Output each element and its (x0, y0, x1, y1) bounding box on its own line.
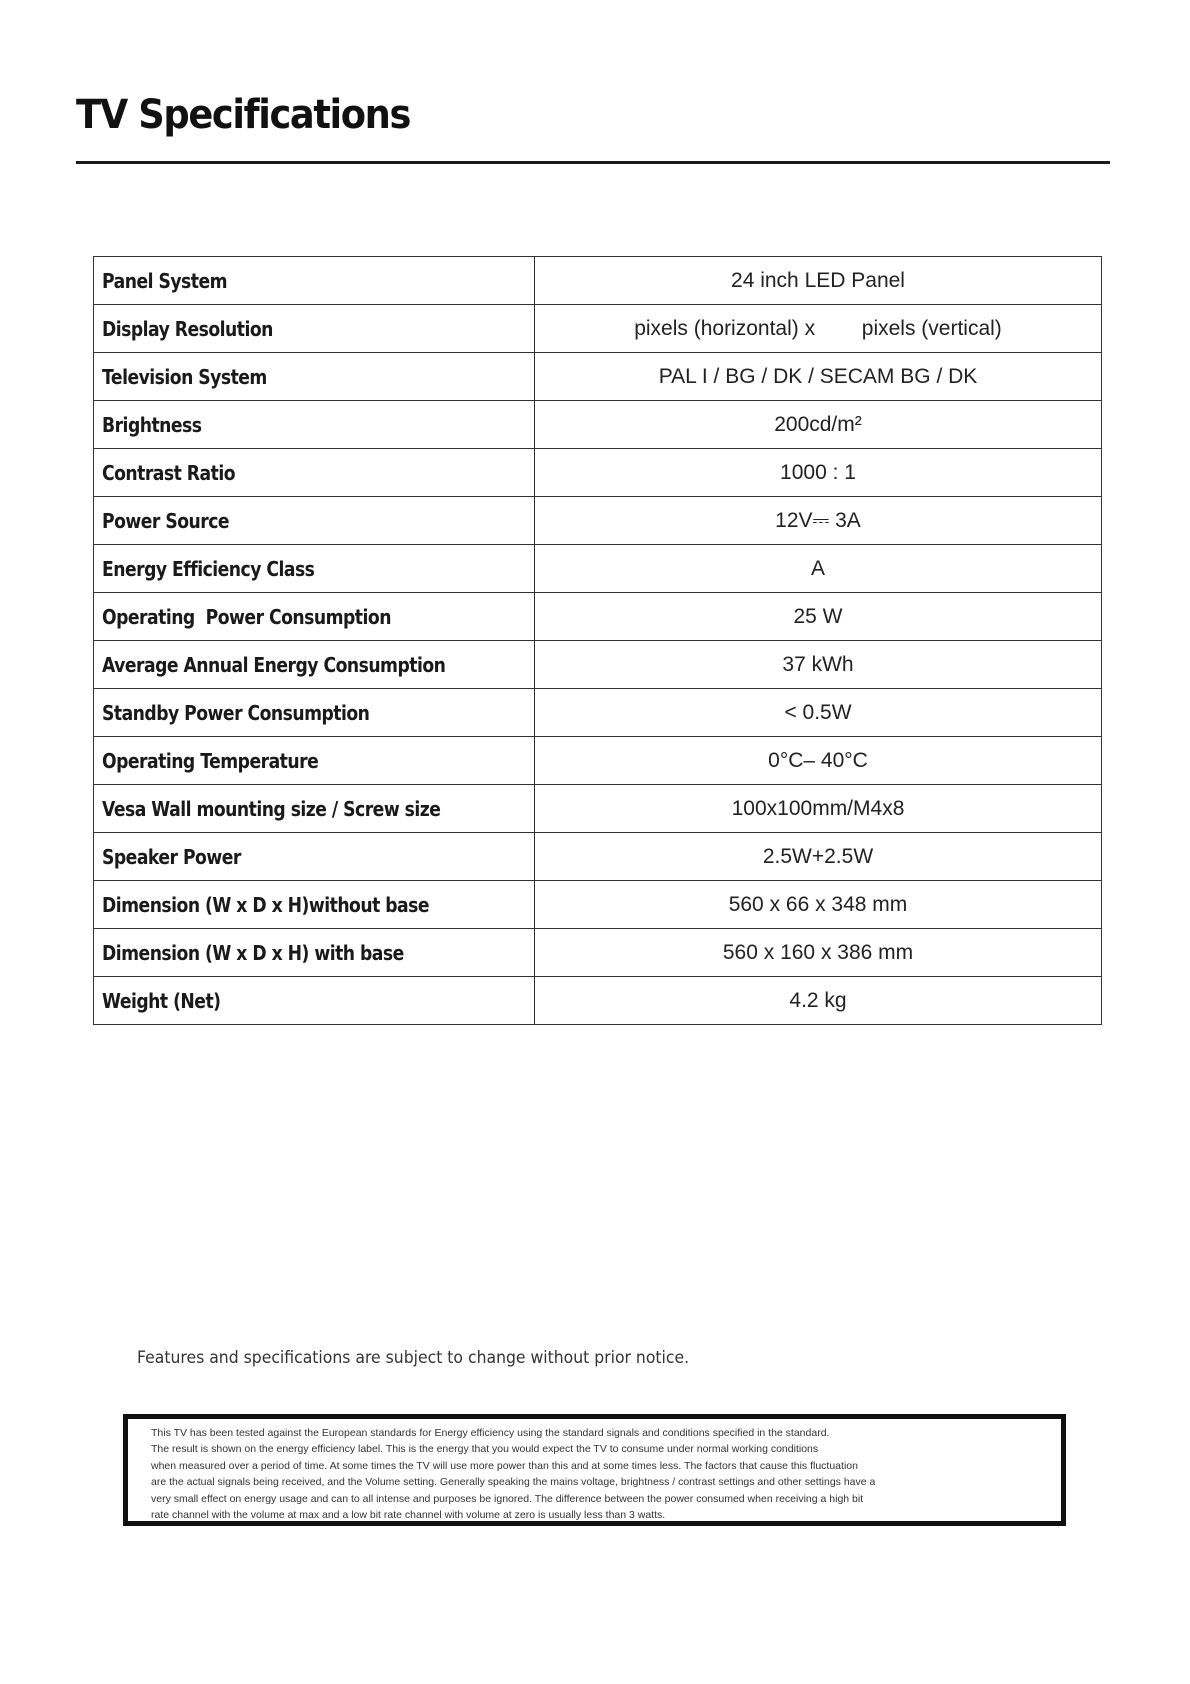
spec-value: 0°C– 40°C (535, 737, 1102, 785)
energy-notice-line: very small effect on energy usage and can to all intense and purposes be ignored. The difference between the power consumed when receiving a high bit (151, 1492, 864, 1505)
spec-value: 12V⎓ 3A (535, 497, 1102, 545)
spec-row-operating-power-consumption (94, 593, 1102, 641)
spec-label: Operating Temperature (102, 748, 319, 773)
spec-label: Brightness (102, 412, 202, 437)
spec-row-power-source (94, 497, 1102, 545)
spec-row-standby-power (94, 689, 1102, 737)
spec-value: 100x100mm/M4x8 (535, 785, 1102, 833)
spec-row-operating-temperature (94, 737, 1102, 785)
energy-notice-line: are the actual signals being received, and the Volume setting. Generally speaking the mains voltage, brightness / contrast settings and other settings have a (151, 1476, 876, 1489)
spec-value: 2.5W+2.5W (535, 833, 1102, 881)
spec-value: 1000 : 1 (535, 449, 1102, 497)
page-title: TV Specifications (76, 92, 411, 138)
spec-label: Contrast Ratio (102, 460, 236, 485)
spec-row-dimension-with-base (94, 929, 1102, 977)
spec-row-energy-efficiency-class (94, 545, 1102, 593)
spec-label: Operating Power Consumption (102, 604, 391, 629)
spec-row-display-resolution (94, 305, 1102, 353)
energy-notice-line: rate channel with the volume at max and a low bit rate channel with volume at zero is usually less than 3 watts. (151, 1509, 666, 1522)
spec-table (93, 256, 1102, 1025)
spec-row-weight (94, 977, 1102, 1025)
spec-label: Speaker Power (102, 844, 241, 869)
spec-row-average-annual-energy (94, 641, 1102, 689)
specs-disclaimer: Features and specifications are subject to change without prior notice. (137, 1348, 690, 1368)
spec-label: Average Annual Energy Consumption (102, 652, 446, 677)
spec-label: Power Source (102, 508, 230, 533)
spec-row-panel-system (94, 257, 1102, 305)
title-divider (76, 161, 1110, 164)
spec-row-brightness (94, 401, 1102, 449)
spec-label: Dimension (W x D x H) with base (102, 940, 404, 965)
spec-value: 25 W (535, 593, 1102, 641)
spec-label: Energy Efficiency Class (102, 556, 315, 581)
spec-row-contrast-ratio (94, 449, 1102, 497)
spec-value: 200cd/m² (535, 401, 1102, 449)
energy-notice-line: The result is shown on the energy efficiency label. This is the energy that you would expect the TV to consume under normal working conditions (151, 1443, 819, 1456)
spec-row-dimension-without-base (94, 881, 1102, 929)
energy-notice-box (123, 1414, 1066, 1526)
energy-notice-line: This TV has been tested against the European standards for Energy efficiency using the standard signals and conditions specified in the standard. (151, 1427, 830, 1439)
spec-row-television-system (94, 353, 1102, 401)
spec-label: Panel System (102, 268, 228, 293)
energy-notice-line: when measured over a period of time. At some times the TV will use more power than this and at some times less. The factors that cause this fluctuation (151, 1459, 858, 1472)
spec-label: Television System (102, 364, 267, 389)
spec-value: 4.2 kg (535, 977, 1102, 1025)
spec-label: Display Resolution (102, 316, 273, 341)
spec-value: 37 kWh (535, 641, 1102, 689)
spec-label: Dimension (W x D x H)without base (102, 892, 430, 917)
spec-label: Vesa Wall mounting size / Screw size (102, 796, 441, 821)
spec-value: < 0.5W (535, 689, 1102, 737)
spec-value: A (535, 545, 1102, 593)
spec-value: 560 x 160 x 386 mm (535, 929, 1102, 977)
spec-value: 24 inch LED Panel (535, 257, 1102, 305)
spec-label: Weight (Net) (102, 988, 221, 1013)
spec-value: pixels (horizontal) x pixels (vertical) (535, 305, 1102, 353)
spec-value: 560 x 66 x 348 mm (535, 881, 1102, 929)
spec-row-vesa-mount (94, 785, 1102, 833)
spec-row-speaker-power (94, 833, 1102, 881)
spec-value: PAL I / BG / DK / SECAM BG / DK (535, 353, 1102, 401)
spec-label: Standby Power Consumption (102, 700, 370, 725)
